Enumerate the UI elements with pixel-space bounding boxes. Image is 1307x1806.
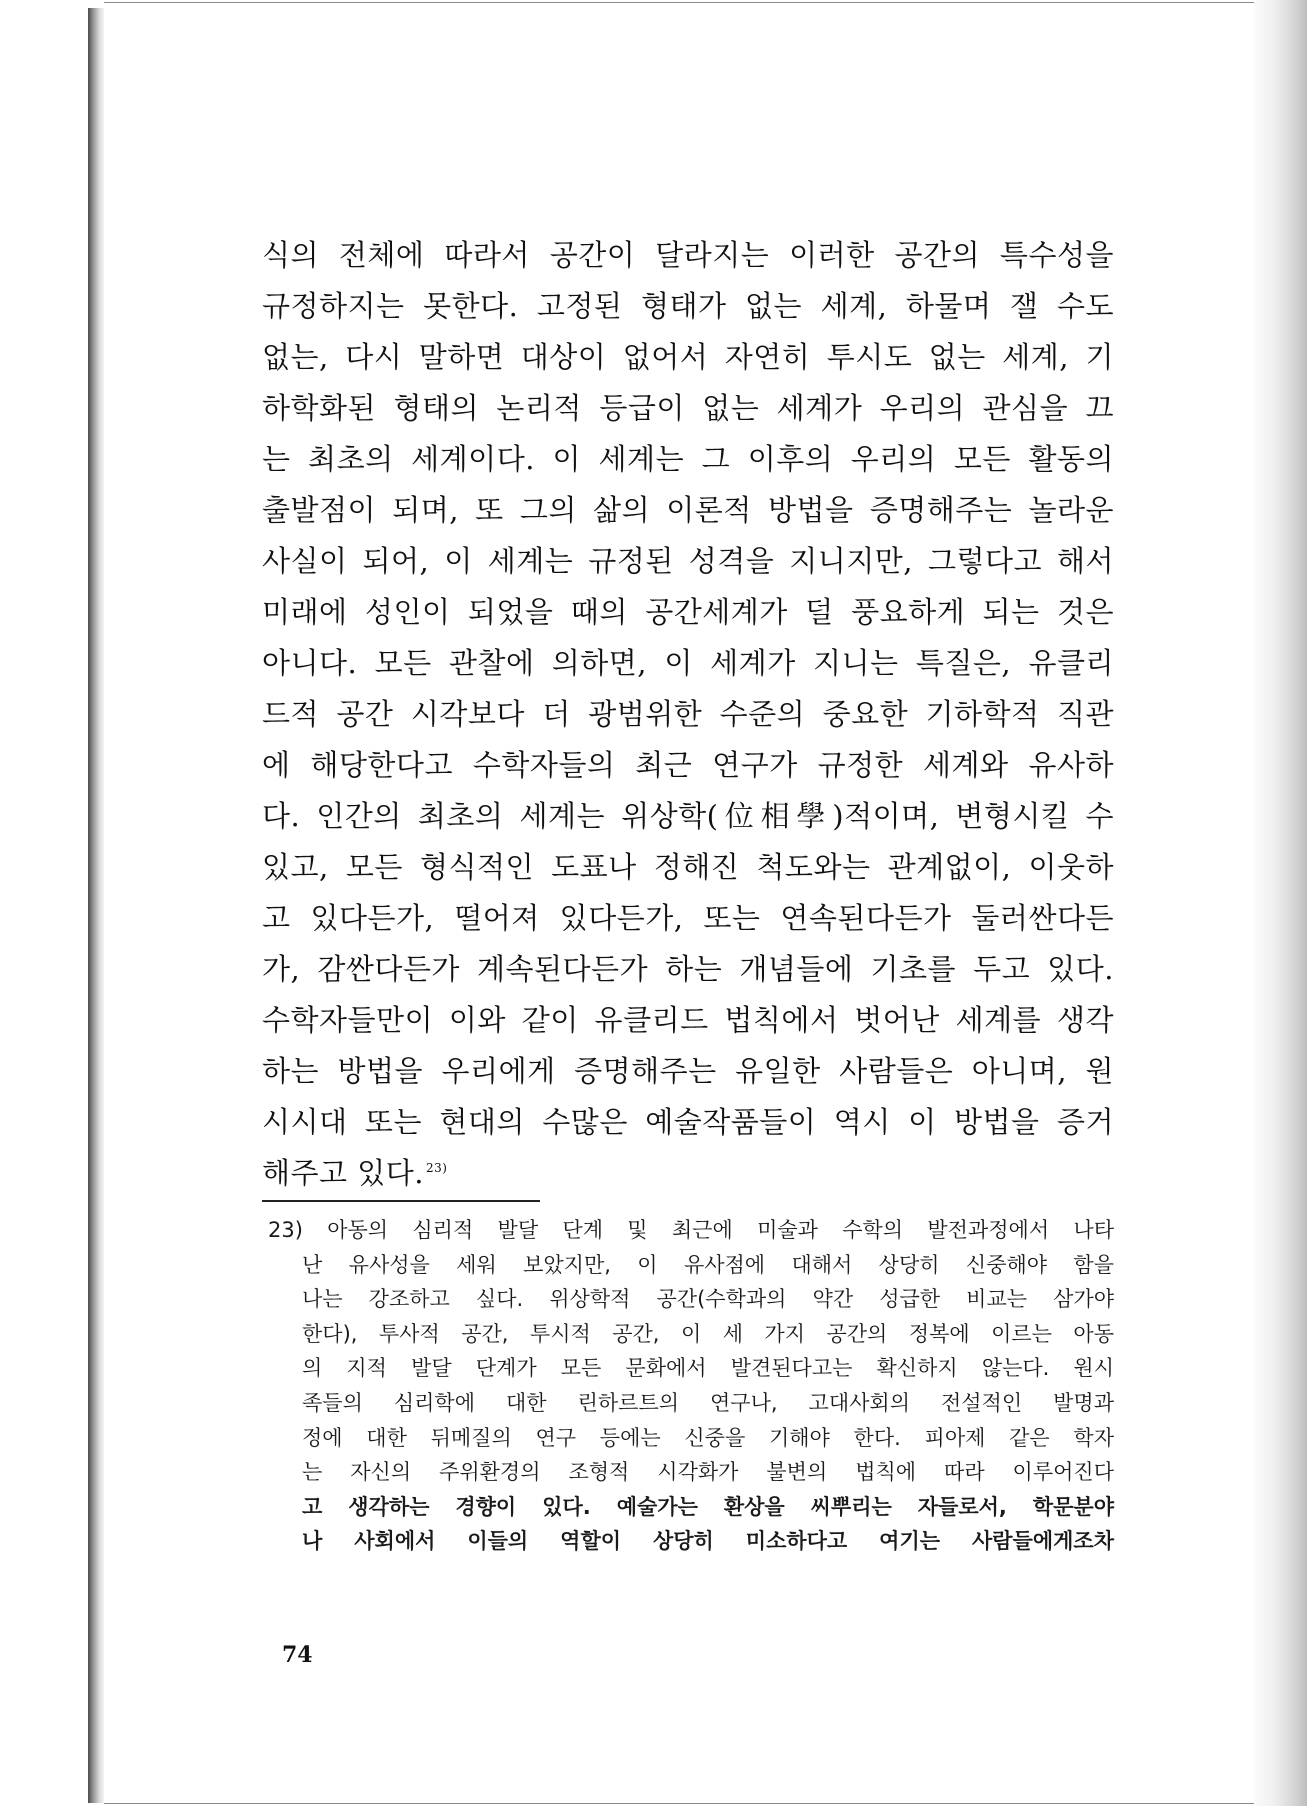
footnote-line: 고 생각하는 경향이 있다. 예술가는 환상을 씨뿌리는 자들로서, 학문분야 xyxy=(302,1494,1114,1519)
page-right-edge xyxy=(1247,0,1307,1806)
body-line: 있고, 모든 형식적인 도표나 정해진 척도와는 관계없이, 이웃하 xyxy=(262,850,1114,884)
body-line: 규정하지는 못한다. 고정된 형태가 없는 세계, 하물며 잴 수도 xyxy=(262,289,1114,323)
body-line: 출발점이 되며, 또 그의 삶의 이론적 방법을 증명해주는 놀라운 xyxy=(262,493,1114,527)
footnote-line: 난 유사성을 세워 보았지만, 이 유사점에 대해서 상당히 신중해야 함을 xyxy=(302,1252,1114,1277)
body-line: 다. 인간의 최초의 세계는 위상학(位相學)적이며, 변형시킬 수 xyxy=(262,799,1114,833)
body-line: 미래에 성인이 되었을 때의 공간세계가 덜 풍요하게 되는 것은 xyxy=(262,595,1114,629)
body-line: 하는 방법을 우리에게 증명해주는 유일한 사람들은 아니며, 원 xyxy=(262,1054,1114,1088)
body-line: 가, 감싼다든가 계속된다든가 하는 개념들에 기초를 두고 있다. xyxy=(262,952,1114,986)
footnote xyxy=(268,1213,1114,1559)
body-last-line-text: 해주고 있다. xyxy=(262,1156,425,1190)
body-line: 사실이 되어, 이 세계는 규정된 성격을 지니지만, 그렇다고 해서 xyxy=(262,544,1114,578)
body-line: 하학화된 형태의 논리적 등급이 없는 세계가 우리의 관심을 끄 xyxy=(262,391,1114,425)
main-paragraph xyxy=(262,230,1114,1199)
footnote-line: 의 지적 발달 단계가 모든 문화에서 발견된다고는 확신하지 않는다. 원시 xyxy=(302,1356,1114,1381)
body-line: 고 있다든가, 떨어져 있다든가, 또는 연속된다든가 둘러싼다든 xyxy=(262,901,1114,935)
footnote-line: 정에 대한 뒤메질의 연구 등에는 신중을 기해야 한다. 피아제 같은 학자 xyxy=(302,1425,1114,1450)
footnote-line: 족들의 심리학에 대한 린하르트의 연구나, 고대사회의 전설적인 발명과 xyxy=(302,1390,1114,1415)
body-line: 드적 공간 시각보다 더 광범위한 수준의 중요한 기하학적 직관 xyxy=(262,697,1114,731)
page-number: 74 xyxy=(282,1642,313,1668)
footnote-line: 한다), 투사적 공간, 투시적 공간, 이 세 가지 공간의 정복에 이르는 아동 xyxy=(302,1321,1114,1346)
body-line: 는 최초의 세계이다. 이 세계는 그 이후의 우리의 모든 활동의 xyxy=(262,442,1114,476)
footnote-line: 나 사회에서 이들의 역할이 상당히 미소하다고 여기는 사람들에게조차 xyxy=(302,1529,1114,1554)
body-line: 수학자들만이 이와 같이 유클리드 법칙에서 벗어난 세계를 생각 xyxy=(262,1003,1114,1037)
footnote-line: 23) 아동의 심리적 발달 단계 및 최근에 미술과 수학의 발전과정에서 나타 xyxy=(268,1218,1114,1242)
body-line: 없는, 다시 말하면 대상이 없어서 자연히 투시도 없는 세계, 기 xyxy=(262,340,1114,374)
footnote-reference: 23) xyxy=(426,1161,448,1176)
body-line: 아니다. 모든 관찰에 의하면, 이 세계가 지니는 특질은, 유클리 xyxy=(262,646,1114,680)
page-left-edge xyxy=(88,8,104,1803)
body-line: 식의 전체에 따라서 공간이 달라지는 이러한 공간의 특수성을 xyxy=(262,238,1114,272)
footnote-line: 나는 강조하고 싶다. 위상학적 공간(수학과의 약간 성급한 비교는 삼가야 xyxy=(302,1287,1114,1312)
body-line: 시시대 또는 현대의 수많은 예술작품들이 역시 이 방법을 증거 xyxy=(262,1105,1114,1139)
body-last-line xyxy=(262,1148,1114,1199)
footnote-separator xyxy=(262,1200,540,1202)
body-line: 에 해당한다고 수학자들의 최근 연구가 규정한 세계와 유사하 xyxy=(262,748,1114,782)
footnote-line: 는 자신의 주위환경의 조형적 시각화가 불변의 법칙에 따라 이루어진다 xyxy=(302,1460,1114,1485)
